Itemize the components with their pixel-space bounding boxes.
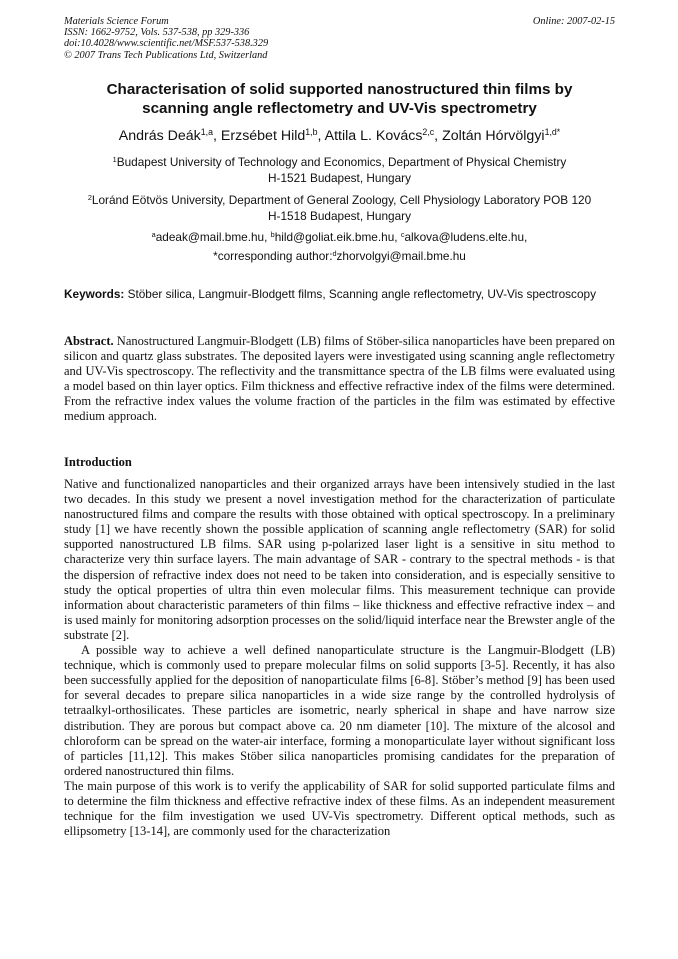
email-list: $^a$adeak@mail.bme.hu, $^b$hild@goliat.eik.bme.hu, $^c$alkova@ludens.elte.hu, *corresponding author:$^d$zhorvolgyi@mail.bme.hu	[151, 229, 528, 263]
issn: ISSN: 1662-9752, Vols. 537-538, pp 329-336	[64, 27, 250, 39]
author-affiliation-mark: 1,d*	[544, 127, 561, 138]
author-name: Attila L. Kovács	[324, 128, 423, 144]
affiliation-text: Budapest University of Technology and Economics, Department of Physical Chemistry	[116, 155, 567, 169]
title-line: scanning angle reflectometry and UV-Vis spectrometry	[142, 100, 537, 117]
corresponding-label: *corresponding author:	[213, 249, 333, 263]
journal-header	[64, 16, 615, 61]
keywords-text: Stöber silica, Langmuir-Blodgett films, Scanning angle reflectometry, UV-Vis spectroscopy	[127, 287, 596, 301]
paragraph: The main purpose of this work is to verify the applicability of SAR for solid supported particulate films and to determine the film thickness and effective refractive index of these films. As an independent measurement technique for the film investigation we used UV-Vis spectrometry. Different optical methods, such as ellipsometry [13-14], are commonly used for the characterization	[64, 778, 615, 839]
keywords	[64, 287, 615, 302]
affiliation-text: H-1518 Budapest, Hungary	[268, 209, 411, 223]
email-link[interactable]: alkova@ludens.elte.hu,	[404, 230, 528, 244]
affiliation-2	[64, 192, 615, 224]
email-link[interactable]: zhorvolgyi@mail.bme.hu	[336, 249, 466, 263]
online-date: Online: 2007-02-15	[532, 16, 615, 27]
abstract-text: Nanostructured Langmuir-Blodgett (LB) films of Stöber-silica nanoparticles have been prepared on silicon and quartz glass substrates. The deposited layers were investigated using scanning angle reflectometry and UV-Vis spectroscopy. The reflectivity and the transmittance spectra of the LB films were evaluated using a model based on thin layer optics. Film thickness and effective refractive index of the films were determined. From the refractive index values the volume fraction of the particles in the film was estimated by effective medium approach.	[64, 334, 616, 424]
introduction-body	[64, 477, 615, 839]
title-line: Characterisation of solid supported nanostructured thin films by	[106, 81, 573, 98]
author-affiliation-mark: 2,c	[422, 127, 435, 138]
affiliation-mark: 1	[112, 154, 117, 164]
affiliation-text: Loránd Eötvös University, Department of General Zoology, Cell Physiology Laboratory POB 120	[91, 193, 592, 207]
paragraph: Native and functionalized nanoparticles and their organized arrays have been intensively studied in the last two decades. In this study we present a novel investigation method for the characterization of particulate nanostructured films and compare the results with those obtained with optical spectroscopy. In a preliminary study [1] we have recently shown the possible application of scanning angle reflectometry (SAR) for solid supported nanostructured LB films. SAR using p-polarized laser light is a sensitive in situ method to characterize very thin surface layers. The main advantage of SAR - contrary to the spectral methods - is that the dispersion of refractive index does not need to be taken into consideration, and is especially sensitive to study the optical properties of ultra thin even molecular films. This measurement technique can provide information about characteristic parameters of thin films – like thickness and effective refractive index – and is used mainly for monitoring adsorption processes on the solid/liquid interface near the Brewster angle of the substrate [2].	[64, 477, 615, 642]
author-name: Erzsébet Hild	[220, 128, 306, 144]
author-name: Zoltán Hórvölgyi	[442, 128, 545, 144]
author-name: András Deák	[118, 128, 201, 144]
abstract-label: Abstract.	[64, 334, 114, 348]
email-link[interactable]: adeak@mail.bme.hu,	[155, 230, 268, 244]
author-affiliation-mark: 1,b	[305, 127, 318, 138]
journal-name: Materials Science Forum	[64, 16, 169, 27]
paragraph: A possible way to achieve a well defined nanoparticulate structure is the Langmuir-Blodgett (LB) technique, which is commonly used to prepare molecular films on solid supports [3-5]. Recently, it has also been successfully applied for the deposition of nanoparticulate films [6-8]. Stöber’s method [9] has been used for several decades to prepare silica nanoparticles in a wide size range by the controlled hydrolysis of tetraalkyl-orthosilicates. These particles are isometric, nearly spherical in shape and have narrow size distribution. They are porous but compact above ca. 20 nm diameter [10]. The mixture of the alcosol and chloroform can be spread on the water-air interface, forming a monoparticulate layer without significant loss of particles [11,12]. This makes Stöber silica nanoparticles promising candidates for the preparation of ordered nanostructured thin films.	[64, 643, 615, 778]
affiliation-1	[64, 154, 615, 186]
affiliation-text: H-1521 Budapest, Hungary	[268, 171, 411, 185]
keywords-label: Keywords:	[64, 287, 125, 301]
author-list: András Deák$^{1,a}$, Erzsébet Hild$^{1,b}$, Attila L. Kovács$^{2,c}$, Zoltán Hórvölgyi$^{1,d*}$	[118, 127, 561, 144]
affiliation-mark: 2	[87, 192, 92, 202]
email-link[interactable]: hild@goliat.eik.bme.hu,	[274, 230, 398, 244]
author-affiliation-mark: 1,a	[200, 127, 214, 138]
section-heading: Introduction	[64, 455, 132, 469]
doi: doi:10.4028/www.scientific.net/MSF.537-538.329	[64, 38, 269, 50]
copyright: © 2007 Trans Tech Publications Ltd, Switzerland	[64, 49, 268, 61]
abstract	[64, 334, 615, 425]
paper-title	[64, 80, 615, 118]
